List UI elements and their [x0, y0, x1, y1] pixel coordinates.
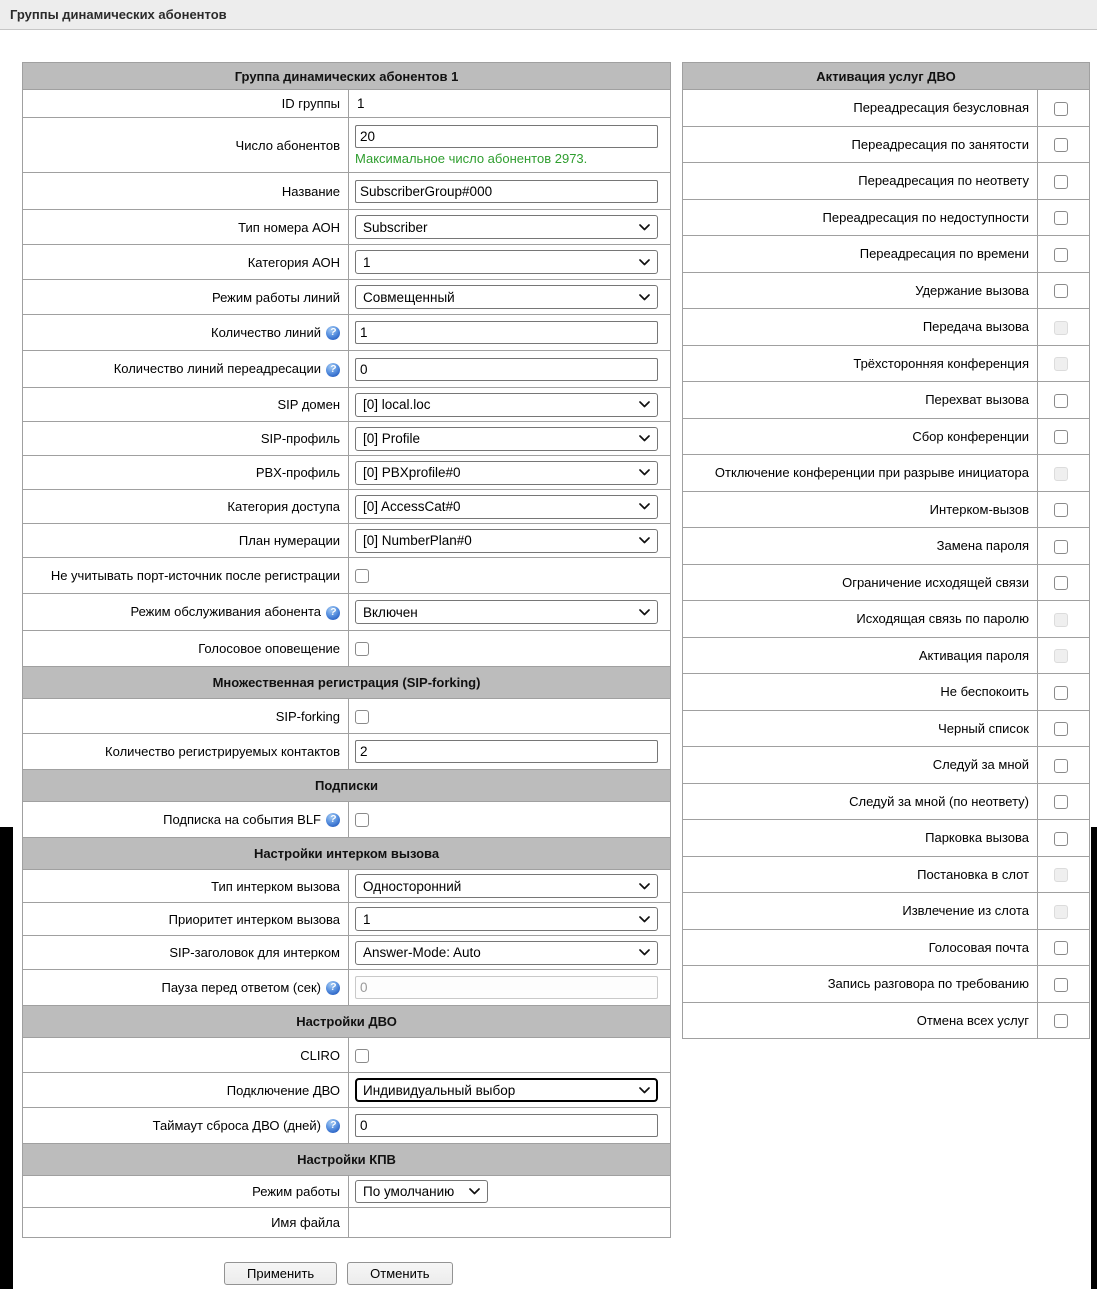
dvo-checkbox[interactable]	[1054, 795, 1068, 809]
dvo-service-label: Замена пароля	[936, 538, 1029, 554]
select-value: 1	[363, 911, 371, 927]
field-label: Количество линий	[211, 324, 321, 340]
field-label: CLIRO	[300, 1047, 340, 1063]
select-value: [0] local.loc	[363, 397, 431, 412]
dvo-checkbox[interactable]	[1054, 540, 1068, 554]
select-value: [0] PBXprofile#0	[363, 465, 461, 480]
chevron-down-icon	[639, 469, 650, 476]
section-header: Настройки КПВ	[23, 1144, 671, 1176]
dvo-service-label: Парковка вызова	[925, 830, 1029, 846]
dvo-checkbox[interactable]	[1054, 978, 1068, 992]
help-icon[interactable]: ?	[325, 812, 341, 828]
dvo-checkbox[interactable]	[1054, 832, 1068, 846]
chevron-down-icon	[639, 503, 650, 510]
dvo-checkbox	[1054, 613, 1068, 627]
field-label: Тип номера АОН	[238, 219, 340, 235]
dvo-checkbox[interactable]	[1054, 686, 1068, 700]
section-header: Множественная регистрация (SIP-forking)	[23, 667, 671, 699]
dvo-checkbox[interactable]	[1054, 138, 1068, 152]
dvo-checkbox	[1054, 357, 1068, 371]
dvo-service-label: Интерком-вызов	[929, 501, 1029, 517]
dvo-service-label: Переадресация безусловная	[853, 100, 1029, 116]
field-label: Количество линий переадресации	[113, 361, 321, 377]
checkbox[interactable]	[355, 569, 369, 583]
field-label: SIP-профиль	[260, 431, 340, 446]
page-edge-right-bar	[1091, 827, 1097, 1289]
select[interactable]	[355, 941, 658, 965]
dvo-service-label: Передача вызова	[922, 319, 1029, 335]
section-header: Настройки ДВО	[23, 1006, 671, 1038]
dvo-checkbox[interactable]	[1054, 284, 1068, 298]
field-label: SIP-заголовок для интерком	[169, 945, 340, 960]
dvo-service-label: Голосовая почта	[928, 939, 1029, 955]
field-label: PBX-профиль	[255, 465, 340, 480]
field-label: План нумерации	[238, 533, 340, 548]
text-input	[355, 976, 658, 999]
select[interactable]	[355, 1078, 658, 1102]
chevron-down-icon	[639, 401, 650, 408]
dvo-service-label: Ограничение исходящей связи	[842, 574, 1029, 590]
section-header: Подписки	[23, 770, 671, 802]
dvo-service-label: Черный список	[938, 720, 1029, 736]
dvo-service-label: Трёхсторонняя конференция	[853, 355, 1029, 371]
dvo-checkbox[interactable]	[1054, 102, 1068, 116]
help-icon[interactable]: ?	[325, 605, 341, 621]
checkbox[interactable]	[355, 642, 369, 656]
field-label: Не учитывать порт-источник после регистрации	[50, 568, 340, 583]
select[interactable]	[355, 907, 658, 931]
chevron-down-icon	[639, 916, 650, 923]
dvo-service-label: Следуй за мной	[932, 757, 1029, 773]
dvo-checkbox[interactable]	[1054, 759, 1068, 773]
dvo-service-label: Отмена всех услуг	[916, 1012, 1029, 1028]
dvo-service-label: Отключение конференции при разрыве инициатора	[714, 465, 1029, 481]
chevron-down-icon	[639, 224, 650, 231]
select[interactable]	[355, 285, 658, 309]
dvo-services-panel	[682, 62, 1089, 1039]
field-label: Приоритет интерком вызова	[168, 911, 340, 927]
help-icon[interactable]: ?	[325, 362, 341, 378]
checkbox[interactable]	[355, 813, 369, 827]
dvo-checkbox[interactable]	[1054, 576, 1068, 590]
dvo-service-label: Постановка в слот	[917, 866, 1029, 882]
select[interactable]	[355, 393, 658, 417]
dvo-checkbox[interactable]	[1054, 248, 1068, 262]
text-input[interactable]	[355, 180, 658, 203]
field-label: Категория доступа	[227, 499, 340, 514]
select[interactable]	[355, 495, 658, 519]
dvo-table-title: Активация услуг ДВО	[683, 63, 1090, 90]
select[interactable]	[355, 529, 658, 553]
page-header-bar	[0, 0, 1097, 30]
section-header: Группа динамических абонентов 1	[23, 63, 671, 90]
dvo-service-label: Переадресация по неответу	[858, 173, 1029, 189]
apply-button[interactable]: Применить	[224, 1262, 337, 1285]
dvo-checkbox[interactable]	[1054, 175, 1068, 189]
dvo-service-label: Сбор конференции	[912, 428, 1029, 444]
field-label: Имя файла	[271, 1215, 340, 1230]
field-label: Голосовое оповещение	[198, 641, 340, 656]
dvo-service-label: Следуй за мной (по неответу)	[849, 793, 1029, 809]
select-value: Односторонний	[363, 878, 462, 894]
help-icon[interactable]: ?	[325, 980, 341, 996]
field-label: Название	[281, 183, 340, 199]
chevron-down-icon	[639, 259, 650, 266]
select[interactable]	[355, 461, 658, 485]
field-label: Подписка на события BLF	[163, 811, 321, 827]
dvo-services-table	[682, 62, 1090, 1039]
chevron-down-icon	[469, 1188, 480, 1195]
section-header: Настройки интерком вызова	[23, 838, 671, 870]
chevron-down-icon	[639, 435, 650, 442]
dvo-checkbox[interactable]	[1054, 394, 1068, 408]
field-label: Режим работы	[252, 1184, 340, 1199]
select-value: Индивидуальный выбор	[363, 1082, 516, 1098]
chevron-down-icon	[639, 949, 650, 956]
checkbox[interactable]	[355, 710, 369, 724]
field-label: Тип интерком вызова	[211, 878, 340, 894]
group-form-table	[22, 62, 671, 1238]
chevron-down-icon	[639, 883, 650, 890]
chevron-down-icon	[639, 537, 650, 544]
dvo-checkbox[interactable]	[1054, 503, 1068, 517]
field-label: Режим работы линий	[211, 289, 340, 305]
dvo-service-label: Перехват вызова	[925, 392, 1029, 408]
dvo-service-label: Переадресация по занятости	[851, 136, 1029, 152]
field-label: Количество регистрируемых контактов	[105, 744, 340, 759]
page-title: Группы динамических абонентов	[10, 7, 227, 22]
select-value: [0] NumberPlan#0	[363, 533, 472, 548]
field-value	[355, 1215, 357, 1230]
select-value: 1	[363, 254, 371, 270]
select-value: Answer-Mode: Auto	[363, 945, 481, 960]
text-input[interactable]	[355, 740, 658, 763]
help-icon[interactable]: ?	[325, 1118, 341, 1134]
dvo-service-label: Активация пароля	[918, 647, 1029, 663]
field-label: SIP-forking	[275, 708, 340, 724]
select[interactable]	[355, 215, 658, 239]
dvo-checkbox[interactable]	[1054, 430, 1068, 444]
field-label: ID группы	[281, 96, 340, 111]
select-value: Subscriber	[363, 219, 428, 235]
select[interactable]	[355, 427, 658, 451]
help-icon[interactable]: ?	[325, 325, 341, 341]
chevron-down-icon	[639, 294, 650, 301]
group-form-panel	[22, 62, 670, 1238]
dvo-checkbox[interactable]	[1054, 211, 1068, 225]
select[interactable]	[355, 1180, 488, 1203]
dvo-checkbox	[1054, 905, 1068, 919]
select-value: [0] AccessCat#0	[363, 499, 461, 514]
dvo-checkbox[interactable]	[1054, 722, 1068, 736]
dvo-checkbox	[1054, 649, 1068, 663]
field-label: Число абонентов	[235, 137, 340, 153]
helper-text: Максимальное число абонентов 2973.	[355, 150, 588, 166]
select-value: Включен	[363, 604, 418, 620]
field-label: Пауза перед ответом (сек)	[161, 979, 321, 995]
field-value: 1	[357, 96, 365, 111]
page-edge-left-bar	[0, 827, 13, 1289]
select-value: [0] Profile	[363, 431, 421, 446]
dvo-checkbox	[1054, 868, 1068, 882]
dvo-checkbox	[1054, 467, 1068, 481]
field-label: Таймаут сброса ДВО (дней)	[152, 1117, 321, 1133]
dvo-checkbox[interactable]	[1054, 1014, 1068, 1028]
field-label: Подключение ДВО	[226, 1082, 340, 1098]
select-value: По умолчанию	[363, 1184, 455, 1199]
field-label: Режим обслуживания абонента	[130, 604, 321, 620]
select[interactable]	[355, 874, 658, 898]
select[interactable]	[355, 250, 658, 274]
text-input[interactable]	[355, 321, 658, 344]
field-label: Категория АОН	[247, 254, 340, 270]
select[interactable]	[355, 600, 658, 624]
checkbox[interactable]	[355, 1049, 369, 1063]
dvo-service-label: Исходящая связь по паролю	[856, 611, 1029, 627]
dvo-service-label: Не беспокоить	[940, 684, 1029, 700]
text-input[interactable]	[355, 125, 658, 148]
dvo-checkbox	[1054, 321, 1068, 335]
dvo-service-label: Извлечение из слота	[902, 903, 1029, 919]
cancel-button[interactable]: Отменить	[347, 1262, 452, 1285]
dvo-service-label: Переадресация по недоступности	[822, 209, 1029, 225]
dvo-service-label: Запись разговора по требованию	[827, 976, 1029, 992]
form-actions	[224, 1262, 453, 1285]
dvo-service-label: Переадресация по времени	[859, 246, 1029, 262]
chevron-down-icon	[639, 609, 650, 616]
select-value: Совмещенный	[363, 289, 455, 305]
field-label: SIP домен	[277, 397, 340, 412]
chevron-down-icon	[639, 1087, 650, 1094]
text-input[interactable]	[355, 358, 658, 381]
dvo-service-label: Удержание вызова	[915, 282, 1029, 298]
text-input[interactable]	[355, 1114, 658, 1137]
dvo-checkbox[interactable]	[1054, 941, 1068, 955]
